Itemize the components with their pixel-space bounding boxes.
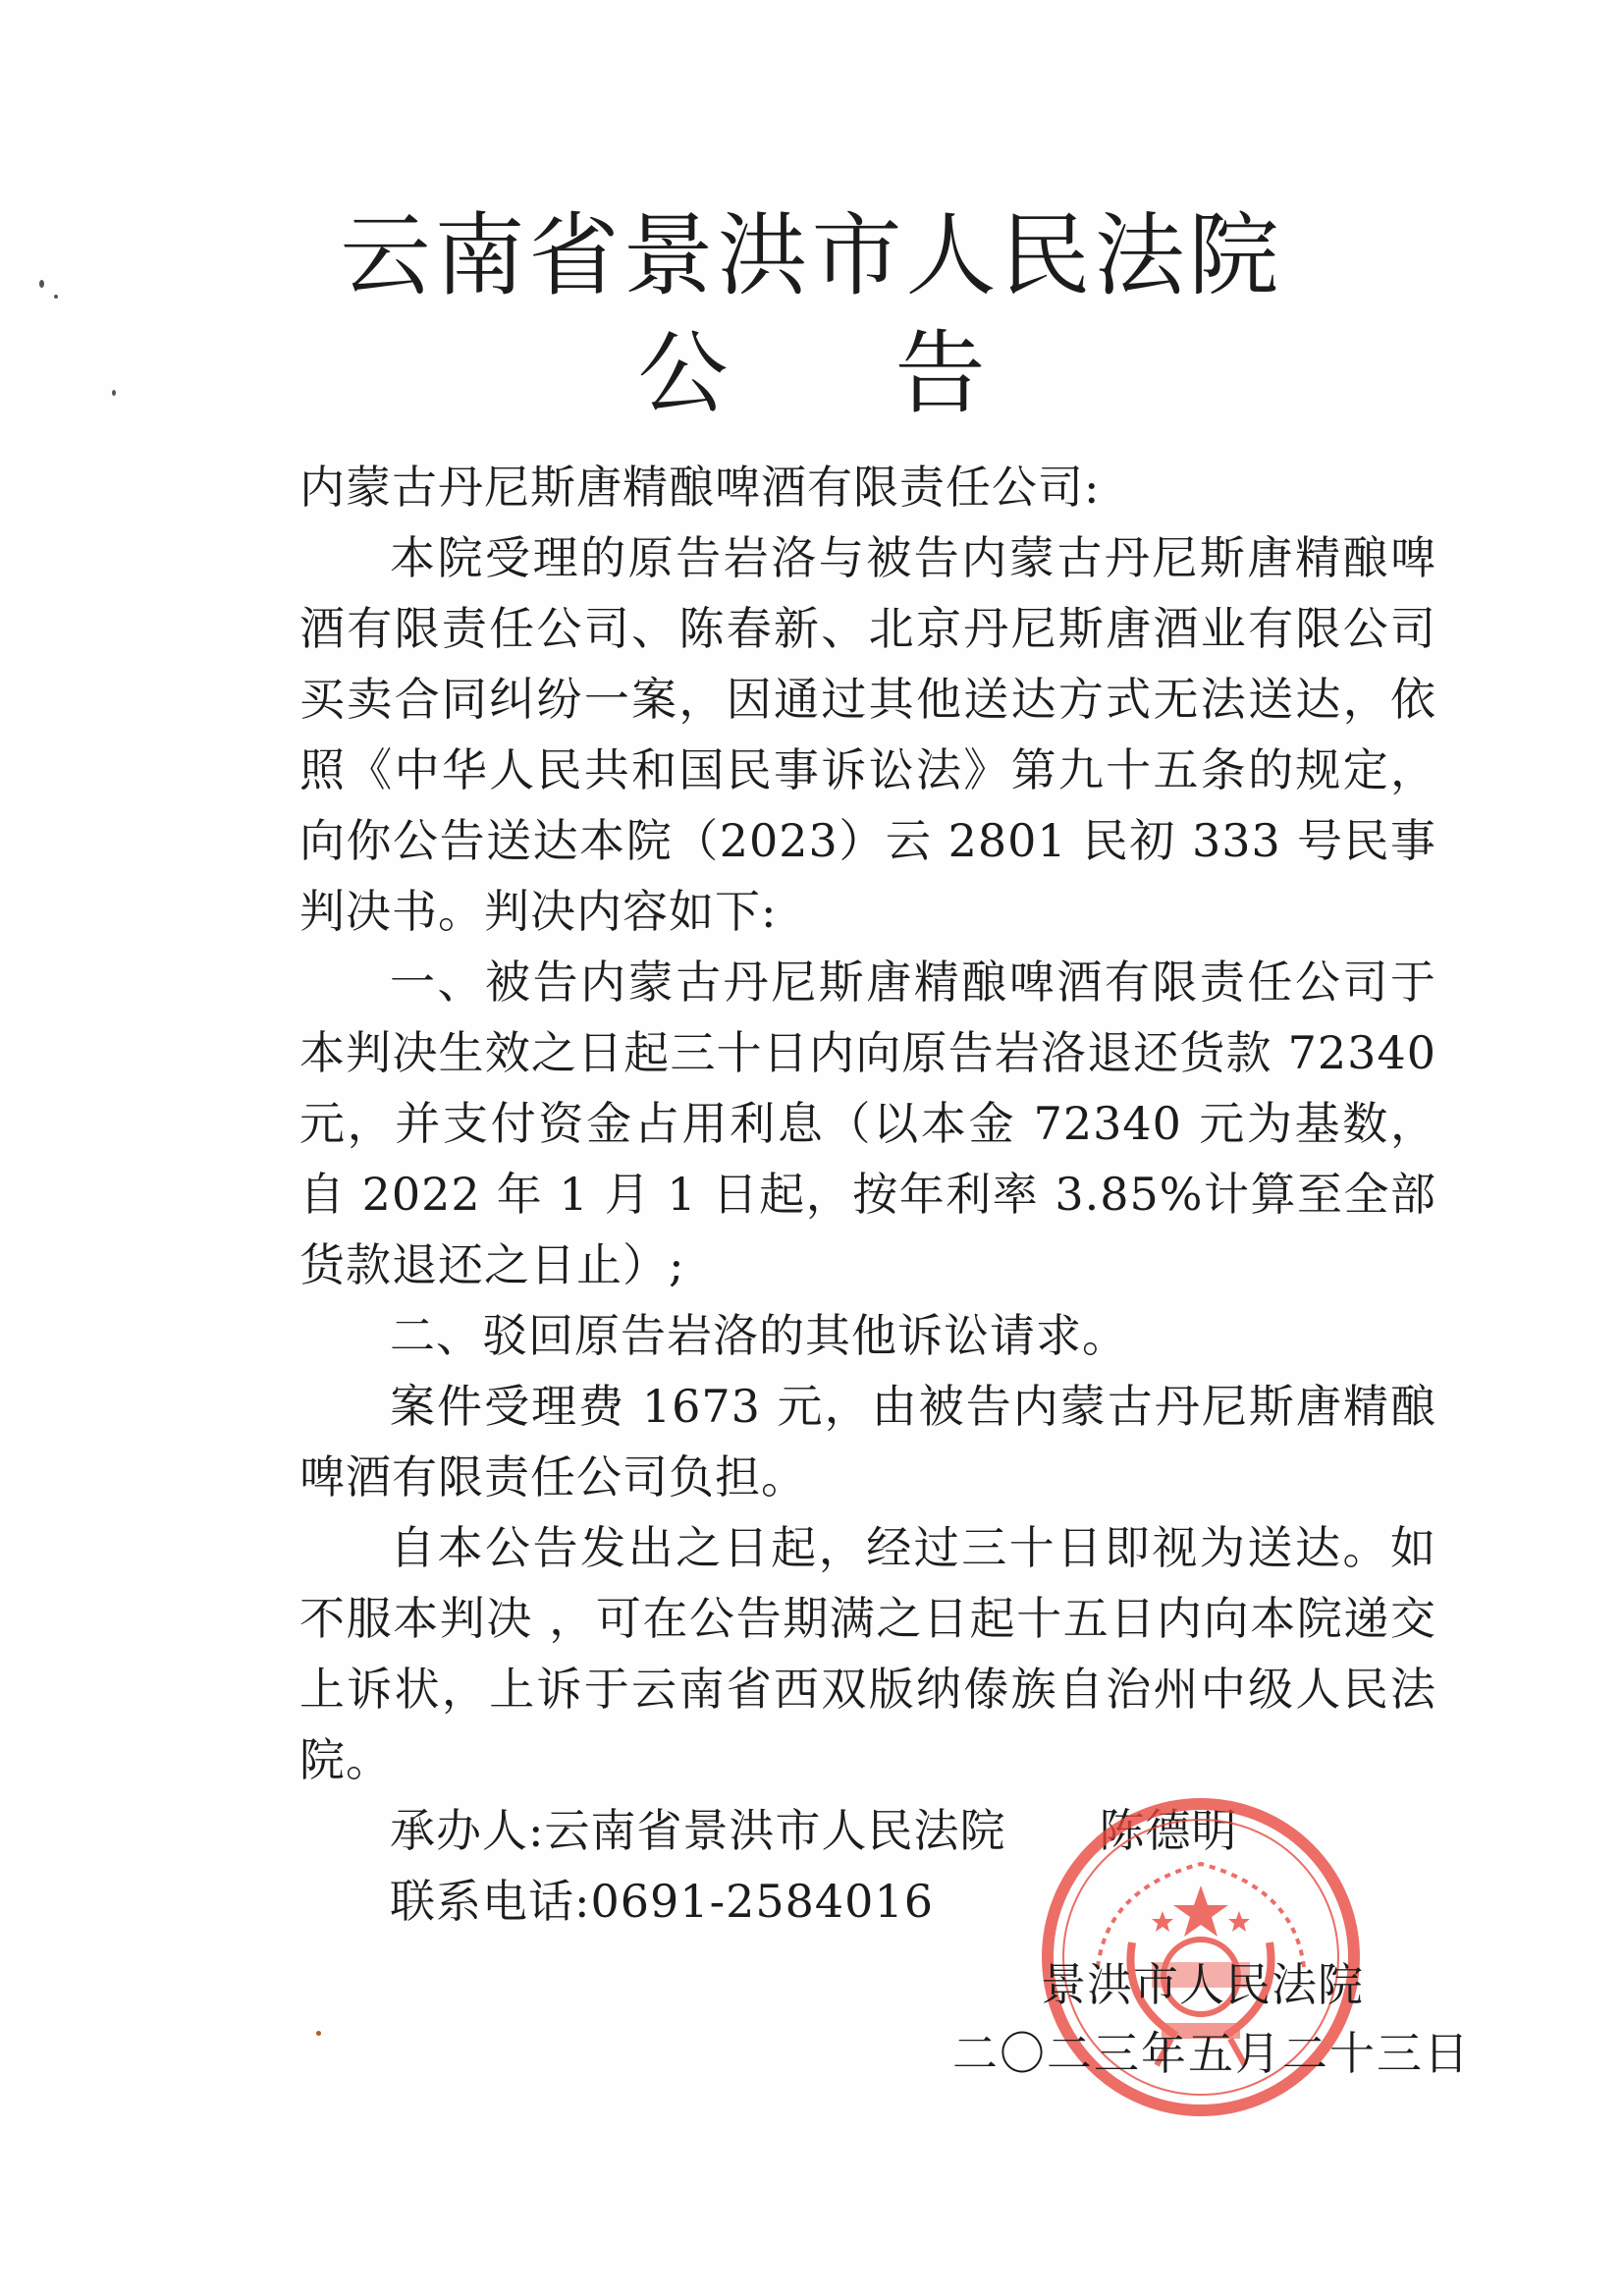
notice-title: 公告 <box>637 321 1153 426</box>
phone-number: 0691-2584016 <box>590 1875 934 1928</box>
paragraph-case-fee: 案件受理费 1673 元，由被告内蒙古丹尼斯唐精酿啤酒有限责任公司负担。 <box>299 1380 1436 1503</box>
scan-speck <box>316 2031 321 2036</box>
signature-date: 二〇二三年五月二十三日 <box>952 2027 1471 2080</box>
addressee: 内蒙古丹尼斯唐精酿啤酒有限责任公司: <box>299 461 1101 514</box>
signature-court: 景洪市人民法院 <box>1041 1958 1364 2011</box>
phone-label: 联系电话: <box>390 1875 591 1928</box>
handler-court: 云南省景洪市人民法院 <box>544 1804 1006 1857</box>
handler-name: 陈德明 <box>1099 1804 1238 1857</box>
notice-body <box>299 452 1436 1937</box>
paragraph-case-intro: 本院受理的原告岩洛与被告内蒙古丹尼斯唐精酿啤酒有限责任公司、陈春新、北京丹尼斯唐酒业有限公司买卖合同纠纷一案，因通过其他送达方式无法送达，依照《中华人民共和国民事诉讼法》第九十五条的规定，向你公告送达本院（2023）云 2801 民初 333 号民事判决书。判决内容如下: <box>299 531 1436 938</box>
court-title: 云南省景洪市人民法院 <box>340 203 1283 308</box>
paragraph-judgment-item-2: 二、驳回原告岩洛的其他诉讼请求。 <box>390 1309 1128 1362</box>
paragraph-judgment-item-1: 一、被告内蒙古丹尼斯唐精酿啤酒有限责任公司于本判决生效之日起三十日内向原告岩洛退还货款 72340 元，并支付资金占用利息（以本金 72340 元为基数，自 2022 年 1 月 1 日起，按年利率 3.85%计算至全部货款退还之日止）; <box>299 956 1436 1291</box>
handler-label: 承办人: <box>390 1804 545 1857</box>
paragraph-service-appeal: 自本公告发出之日起，经过三十日即视为送达。如不服本判决 ，可在公告期满之日起十五日内向本院递交上诉状，上诉于云南省西双版纳傣族自治州中级人民法院。 <box>299 1521 1436 1786</box>
